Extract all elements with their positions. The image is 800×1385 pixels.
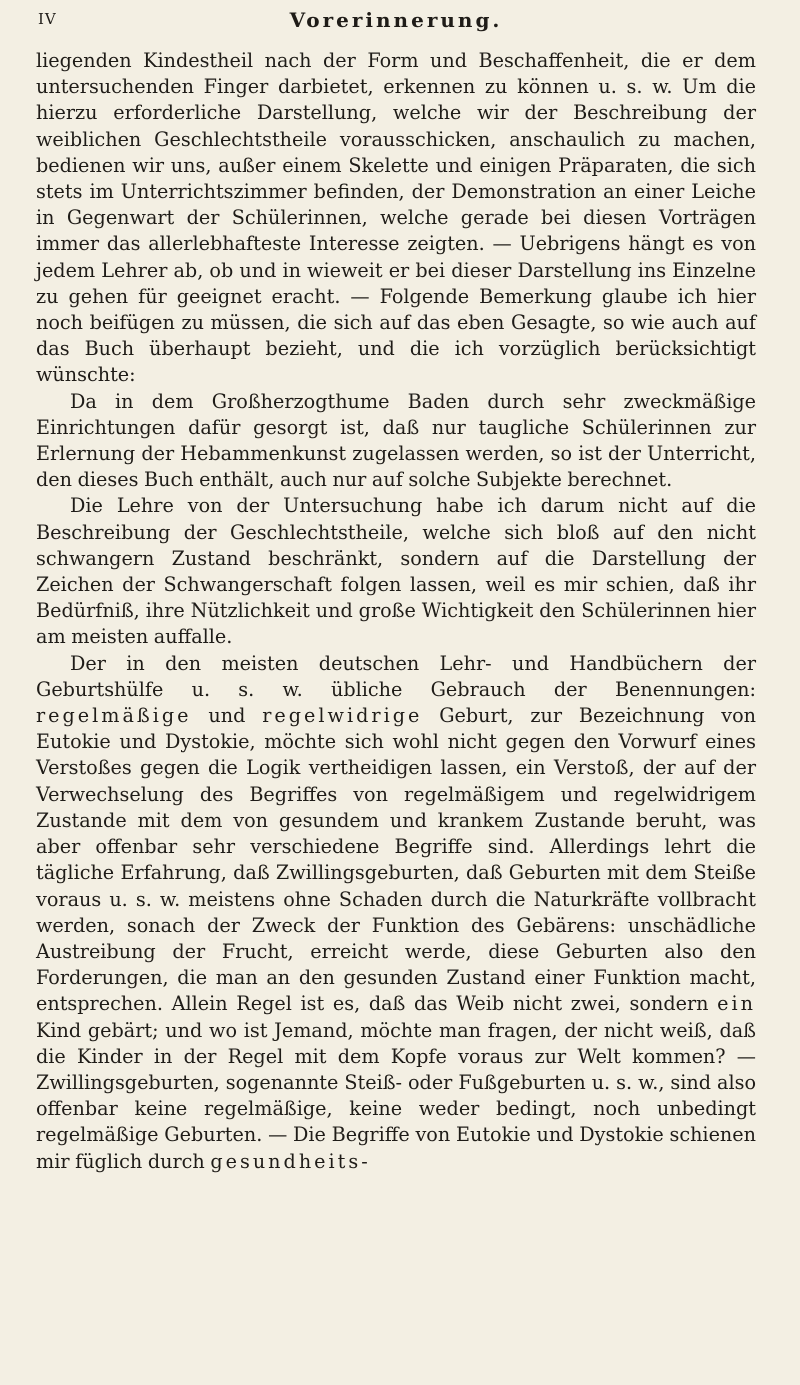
running-head bbox=[36, 10, 756, 48]
emphasized-term: regelwidrige bbox=[262, 704, 423, 728]
paragraph-p3 bbox=[36, 493, 756, 650]
paragraph-p4 bbox=[36, 651, 756, 1175]
paragraph-p1 bbox=[36, 48, 756, 389]
page-number: IV bbox=[38, 10, 57, 28]
paragraph-p2 bbox=[36, 389, 756, 494]
emphasized-term: ein bbox=[717, 992, 756, 1016]
text-run: liegenden Kindestheil nach der Form und Beschaffenheit, die er dem untersuchenden Finger darbietet, erkennen zu können u. s. w. Um die hierzu erforderliche Darstellung, welche wir der Beschreibung der weiblichen Geschlechtstheile vorausschicken, anschaulich zu machen, bedienen wir uns, außer einem Skelette und einigen Präparaten, die sich stets im Unterrichtszimmer befinden, der Demonstration an einer Leiche in Gegenwart der Schülerinnen, welche gerade bei diesen Vorträgen immer das allerlebhafteste Interesse zeigten. — Uebrigens hängt es von jedem Lehrer ab, ob und in wieweit er bei dieser Darstellung ins Einzelne zu gehen für geeignet eracht. — Folgende Bemerkung glaube ich hier noch beifügen zu müssen, die sich auf das eben Gesagte, so wie auch auf das Buch überhaupt bezieht, und die ich vorzüglich berücksichtigt wünschte: bbox=[36, 49, 756, 387]
running-title: Vorerinnerung. bbox=[289, 8, 503, 32]
emphasized-term: gesundheits- bbox=[210, 1149, 371, 1173]
text-run: Geburt, zur Bezeichnung von Eutokie und Dystokie, möchte sich wohl nicht gegen den Vorwurf eines Verstoßes gegen die Logik vertheidigen lassen, ein Verstoß, der auf der Verwechselung des Begriffes von regelmäßigem und regelwidrigem Zustande mit dem von gesundem und krankem Zustande beruht, was aber offenbar sehr verschiedene Begriffe sind. Allerdings lehrt die tägliche Erfahrung, daß Zwillingsgeburten, daß Geburten mit dem Steiße voraus u. s. w. meistens ohne Schaden durch die Naturkräfte vollbracht werden, sonach der Zweck der Funktion des Gebärens: unschädliche Austreibung der Frucht, erreicht werde, diese Geburten also den Forderungen, die man an den gesunden Zustand einer Funktion macht, entsprechen. Allein Regel ist es, daß das Weib nicht zwei, sondern bbox=[36, 704, 756, 1016]
emphasized-term: regelmäßige bbox=[36, 704, 192, 728]
text-run: und bbox=[191, 704, 263, 728]
body-text bbox=[36, 48, 756, 1175]
text-run: Da in dem Großherzogthume Baden durch sehr zweckmäßige Einrichtungen dafür gesorgt ist, daß nur taugliche Schülerinnen zur Erlernung der Hebammenkunst zugelassen werden, so ist der Unterricht, den dieses Buch enthält, auch nur auf solche Subjekte berechnet. bbox=[36, 389, 756, 492]
text-run: Der in den meisten deutschen Lehr- und Handbüchern der Geburtshülfe u. s. w. übliche Gebrauch der Benennungen: bbox=[36, 651, 756, 701]
text-run: Die Lehre von der Untersuchung habe ich darum nicht auf die Beschreibung der Geschlechtstheile, welche sich bloß auf den nicht schwangern Zustand beschränkt, sondern auf die Darstellung der Zeichen der Schwangerschaft folgen lassen, weil es mir schien, daß ihr Bedürfniß, ihre Nützlichkeit und große Wichtigkeit den Schülerinnen hier am meisten auffalle. bbox=[36, 494, 756, 649]
text-run: Kind gebärt; und wo ist Jemand, möchte man fragen, der nicht weiß, daß die Kinder in der Regel mit dem Kopfe voraus zur Welt kommen? — Zwillingsgeburten, sogenannte Steiß- oder Fußgeburten u. s. w., sind also offenbar keine regelmäßige, keine weder bedingt, noch unbedingt regelmäßige Geburten. — Die Begriffe von Eutokie und Dystokie schienen mir füglich durch bbox=[36, 1018, 756, 1173]
